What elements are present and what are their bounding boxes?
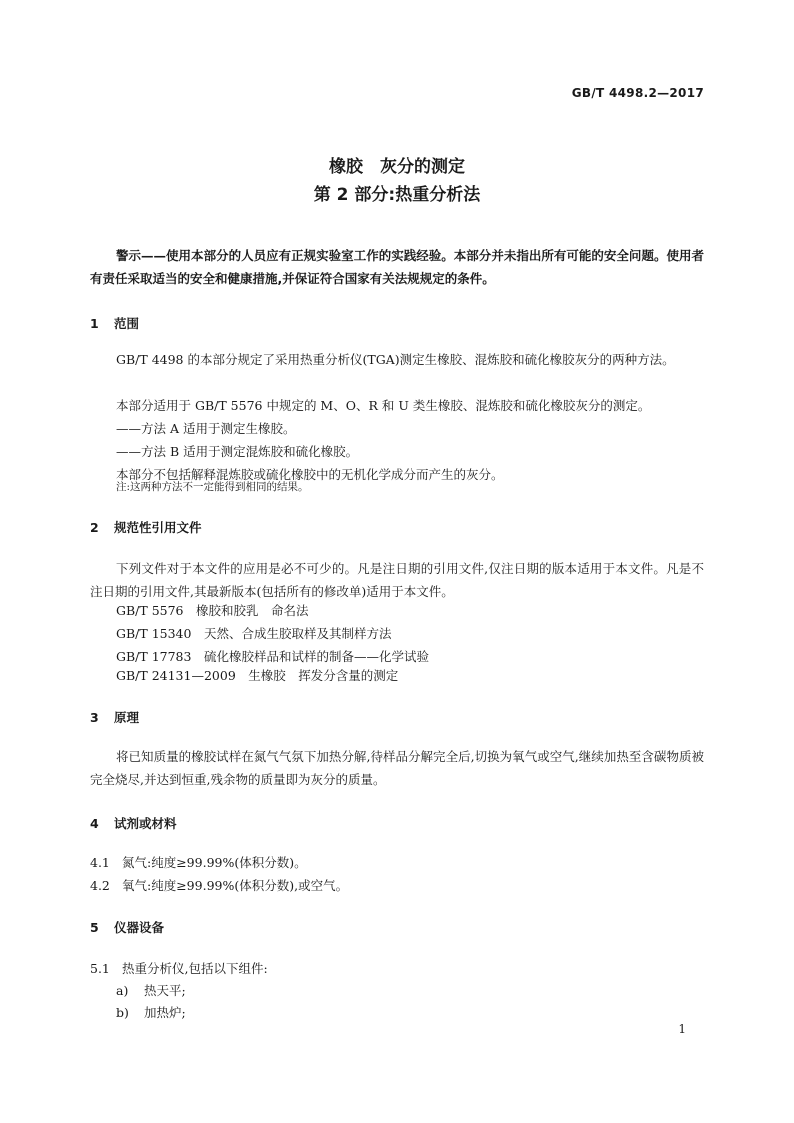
section-number: 3 bbox=[90, 710, 99, 725]
clause-text: 热重分析仪,包括以下组件: bbox=[122, 961, 268, 976]
page-number: 1 bbox=[678, 1022, 686, 1036]
section-heading-principle bbox=[90, 708, 139, 726]
list-marker: b) bbox=[116, 1005, 129, 1020]
scope-paragraph-2: 本部分适用于 GB/T 5576 中规定的 M、O、R 和 U 类生橡胶、混炼胶和硫化橡胶灰分的测定。 bbox=[116, 398, 651, 413]
section-heading-scope bbox=[90, 314, 139, 332]
section-heading-apparatus bbox=[90, 918, 164, 936]
apparatus-component bbox=[116, 979, 186, 1002]
list-marker: a) bbox=[116, 983, 129, 998]
clause-number: 4.1 bbox=[90, 855, 110, 870]
apparatus-component bbox=[116, 1001, 186, 1024]
section-heading-reagents bbox=[90, 814, 177, 832]
reference-code: GB/T 15340 bbox=[116, 626, 192, 641]
reagent-item-oxygen bbox=[90, 874, 348, 897]
clause-number: 4.2 bbox=[90, 878, 110, 893]
document-subtitle: 第 2 部分:热重分析法 bbox=[313, 185, 481, 205]
standard-code: GB/T 4498.2—2017 bbox=[571, 86, 704, 100]
section-title: 试剂或材料 bbox=[114, 816, 177, 831]
reference-title: 橡胶和胶乳 命名法 bbox=[196, 603, 309, 618]
safety-warning: 警示——使用本部分的人员应有正规实验室工作的实践经验。本部分并未指出所有可能的安全问题。使用者有责任采取适当的安全和健康措施,并保证符合国家有关法规规定的条件。 bbox=[90, 248, 704, 286]
scope-method-a: ——方法 A 适用于测定生橡胶。 bbox=[116, 421, 296, 436]
apparatus-clause bbox=[90, 957, 268, 980]
section-number: 4 bbox=[90, 816, 99, 831]
section-number: 1 bbox=[90, 316, 99, 331]
scope-paragraph-1: GB/T 4498 的本部分规定了采用热重分析仪(TGA)测定生橡胶、混炼胶和硫化橡胶灰分的两种方法。 bbox=[116, 352, 675, 367]
reagent-item-nitrogen bbox=[90, 851, 307, 874]
reference-title: 天然、合成生胶取样及其制样方法 bbox=[203, 626, 392, 641]
reference-code: GB/T 5576 bbox=[116, 603, 184, 618]
clause-text: 氮气:纯度≥99.99%(体积分数)。 bbox=[122, 855, 307, 870]
section-title: 原理 bbox=[114, 710, 140, 725]
reference-item bbox=[116, 622, 392, 645]
principle-paragraph: 将已知质量的橡胶试样在氮气气氛下加热分解,待样品分解完全后,切换为氧气或空气,继续加热至含碳物质被完全烧尽,并达到恒重,残余物的质量即为灰分的质量。 bbox=[90, 749, 704, 787]
clause-number: 5.1 bbox=[90, 961, 110, 976]
section-heading-normative-references bbox=[90, 518, 202, 536]
scope-method-b: ——方法 B 适用于测定混炼胶和硫化橡胶。 bbox=[116, 444, 359, 459]
section-number: 2 bbox=[90, 520, 99, 535]
section-title: 范围 bbox=[114, 316, 140, 331]
section-title: 仪器设备 bbox=[114, 920, 165, 935]
reference-item bbox=[116, 664, 398, 687]
reference-code: GB/T 17783 bbox=[116, 649, 192, 664]
list-text: 加热炉; bbox=[144, 1005, 186, 1020]
list-text: 热天平; bbox=[144, 983, 186, 998]
section-number: 5 bbox=[90, 920, 99, 935]
reference-title: 生橡胶 挥发分含量的测定 bbox=[248, 668, 399, 683]
scope-note: 注:这两种方法不一定能得到相同的结果。 bbox=[116, 481, 309, 493]
references-paragraph: 下列文件对于本文件的应用是必不可少的。凡是注日期的引用文件,仅注日期的版本适用于本文件。凡是不注日期的引用文件,其最新版本(包括所有的修改单)适用于本文件。 bbox=[90, 561, 704, 599]
reference-item bbox=[116, 599, 309, 622]
document-title: 橡胶 灰分的测定 bbox=[329, 157, 465, 177]
scope-paragraph-exclusion: 本部分不包括解释混炼胶或硫化橡胶中的无机化学成分而产生的灰分。 bbox=[116, 467, 504, 482]
reference-code: GB/T 24131—2009 bbox=[116, 668, 236, 683]
section-title: 规范性引用文件 bbox=[114, 520, 202, 535]
reference-title: 硫化橡胶样品和试样的制备——化学试验 bbox=[203, 649, 429, 664]
clause-text: 氧气:纯度≥99.99%(体积分数),或空气。 bbox=[122, 878, 349, 893]
